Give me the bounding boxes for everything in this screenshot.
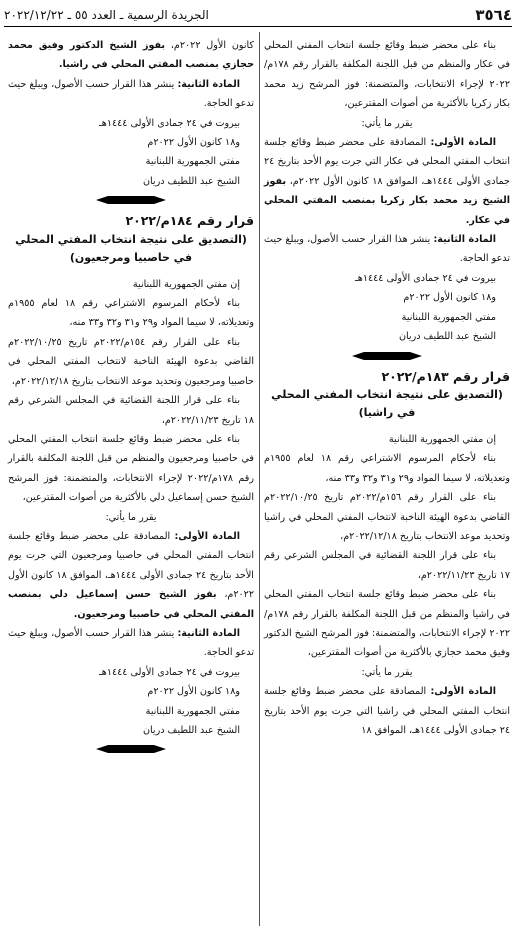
article-text: المصادقة على محضر ضبط وقائع جلسة انتخاب المفتي المحلي في راشيا التي جرت يوم الأحد بتاريخ ٢٤ جمادى الأولى ١٤٤٤هـ، الموافق ١٨ [264, 686, 510, 736]
ornament-divider [96, 744, 166, 754]
article-two [8, 624, 254, 663]
article-one [8, 527, 254, 624]
signature-line: و١٨ كانون الأول ٢٠٢٢م [147, 686, 240, 698]
signature-line: مفتي الجمهورية اللبنانية [401, 311, 496, 323]
article-bold-text: بفوز الشيخ زيد محمد بكار زكريا بمنصب المفتي المحلي في عكار. [264, 175, 510, 226]
signature-line: بيروت في ٢٤ جمادى الأولى ١٤٤٤هـ [354, 272, 496, 284]
mufti-line: إن مفتي الجمهورية اللبنانية [388, 433, 496, 445]
article-bold-text: بفوز الشيخ حسن إسماعيل دلي بمنصب المفتي المحلي في حاصبيا ومرجعيون. [8, 589, 254, 620]
decision-title: قرار رقم ١٨٤م/٢٠٢٢ [125, 213, 254, 229]
paragraph: بناء على قرار اللجنة القضائية في المجلس الشرعي رقم ١٧ تاريخ ٢٠٢٢/١١/٢٣م، [264, 550, 510, 581]
gazette-header-title: الجريدة الرسمية ـ العدد ٥٥ ـ ٢٠٢٢/١٢/٢٢ [4, 8, 209, 22]
decides-heading: يقرر ما يأتي: [361, 117, 413, 129]
paragraph: بناء على القرار رقم ١٥٤م/٢٠٢٢م تاريخ ٢٠٢٢/١٠/٢٥م القاضي بدعوة الهيئة الناخبة لانتخاب المفتي المحلي في حاصبيا ومرجعيون وتحديد موعد الانتخاب بتاريخ ٢٠٢٢/١٢/١٨م، [8, 336, 254, 387]
signature-line: الشيخ عبد اللطيف دريان [142, 175, 240, 187]
article-text: المصادقة على محضر ضبط وقائع جلسة انتخاب المفتي المحلي في حاصبيا ومرجعيون التي جرت يوم الأحد بتاريخ ٢٤ جمادى الأولى ١٤٤٤هـ، الموافق ١٨ كانون الأول ٢٠٢٢م، [8, 530, 254, 601]
paragraph: بناء على قرار اللجنة القضائية في المجلس الشرعي رقم ١٨ تاريخ ٢٠٢٢/١١/٢٣م، [8, 395, 254, 426]
ornament-divider [352, 351, 422, 361]
paragraph-bold: بفوز الشيخ الدكتور وفيق محمد حجازي بمنصب المفتي المحلي في راشيا. [8, 40, 254, 71]
page-number: ٣٥٦٤ [475, 6, 512, 24]
article-text: ينشر هذا القرار حسب الأصول، ويبلغ حيث تدعو الحاجة. [8, 627, 254, 659]
signature-line: و١٨ كانون الأول ٢٠٢٢م [403, 292, 496, 304]
paragraph: بناء على محضر ضبط وقائع جلسة انتخاب المفتي المحلي في حاصبيا ومرجعيون والمنظم من قبل اللجنة المكلفة بالقرار رقم ١٧٨م/٢٠٢٢ لإجراء الانتخابات، والمتضمنة: فوز المرشح الشيخ حسن إسماعيل دلي بالأكثرية من أصوات المقترعين، [8, 433, 254, 504]
decision-subtitle: (التصديق على نتيجة انتخاب المفتي المحلي في راشيا) [271, 387, 503, 419]
mufti-line: إن مفتي الجمهورية اللبنانية [132, 278, 240, 290]
article-label: المادة الأولى: [430, 137, 496, 149]
left-column [8, 36, 254, 760]
article-text: المصادقة على محضر ضبط وقائع جلسة انتخاب المفتي المحلي في عكار التي جرت يوم الأحد بتاريخ ٢٤ جمادى الأولى ١٤٤٤هـ، الموافق ١٨ كانون الأول ٢٠٢٢م، [264, 137, 510, 187]
signature-line: الشيخ عبد اللطيف دريان [398, 331, 496, 343]
paragraph: بناء على القرار رقم ١٥٦م/٢٠٢٢م تاريخ ٢٠٢٢/١٠/٢٥م القاضي بدعوة الهيئة الناخبة لانتخاب المفتي المحلي في راشيا وتحديد موعد الانتخاب بتاريخ ٢٠٢٢/١٢/١٨م، [264, 492, 510, 542]
article-label: المادة الأولى: [430, 686, 496, 698]
signature-line: مفتي الجمهورية اللبنانية [145, 156, 240, 168]
article-label: المادة الثانية: [177, 78, 241, 90]
signature-line: مفتي الجمهورية اللبنانية [145, 705, 240, 717]
paragraph: بناء لأحكام المرسوم الاشتراعي رقم ١٨ لعام ١٩٥٥م وتعديلاته، لا سيما المواد و٢٩ و٣١ و٣٢ و٣٣ منه، [264, 453, 510, 484]
article-label: المادة الأولى: [174, 530, 240, 542]
decision-title: قرار رقم ١٨٣م/٢٠٢٢ [381, 368, 510, 384]
paragraph: بناء على محضر ضبط وقائع جلسة انتخاب المفتي المحلي في عكار والمنظم من قبل اللجنة المكلفة بالقرار رقم ١٧٨م/٢٠٢٢ لإجراء الانتخابات، والمتضمنة: فوز المرشح زيد محمد بكار زكريا بالأكثرية من أصوات المقترعين، [264, 40, 510, 110]
paragraph: بناء على محضر ضبط وقائع جلسة انتخاب المفتي المحلي في راشيا والمنظم من قبل اللجنة المكلفة بالقرار رقم ١٧٨م/٢٠٢٢ لإجراء الانتخابات، والمتضمنة: فوز المرشح الشيخ الدكتور وفيق محمد حجازي بالأكثرية من أصوات المقترعين، [264, 589, 510, 659]
decides-heading: يقرر ما يأتي: [361, 666, 413, 678]
paragraph: بناء لأحكام المرسوم الاشتراعي رقم ١٨ لعام ١٩٥٥م وتعديلاته، لا سيما المواد و٢٩ و٣١ و٣٢ و٣٣ منه، [8, 298, 254, 329]
column-divider [259, 32, 260, 926]
decides-heading: يقرر ما يأتي: [105, 511, 157, 523]
paragraph [8, 36, 254, 75]
article-text: ينشر هذا القرار حسب الأصول، ويبلغ حيث تدعو الحاجة. [264, 234, 510, 265]
article-one [264, 133, 510, 230]
signature-line: و١٨ كانون الأول ٢٠٢٢م [147, 137, 240, 149]
article-text: ينشر هذا القرار حسب الأصول، ويبلغ حيث تدعو الحاجة. [8, 78, 254, 110]
article-two [264, 230, 510, 269]
paragraph-text: كانون الأول ٢٠٢٢م، [170, 40, 254, 51]
article-two [8, 75, 254, 114]
ornament-divider [96, 195, 166, 205]
article-label: المادة الثانية: [177, 627, 241, 639]
signature-line: بيروت في ٢٤ جمادى الأولى ١٤٤٤هـ [98, 117, 240, 129]
decision-subtitle: (التصديق على نتيجة انتخاب المفتي المحلي في حاصبيا ومرجعيون) [15, 232, 247, 264]
signature-line: الشيخ عبد اللطيف دريان [142, 725, 240, 736]
article-one [264, 682, 510, 740]
page-header [4, 4, 512, 27]
article-label: المادة الثانية: [433, 234, 497, 246]
right-column [264, 36, 510, 740]
signature-line: بيروت في ٢٤ جمادى الأولى ١٤٤٤هـ [98, 666, 240, 678]
